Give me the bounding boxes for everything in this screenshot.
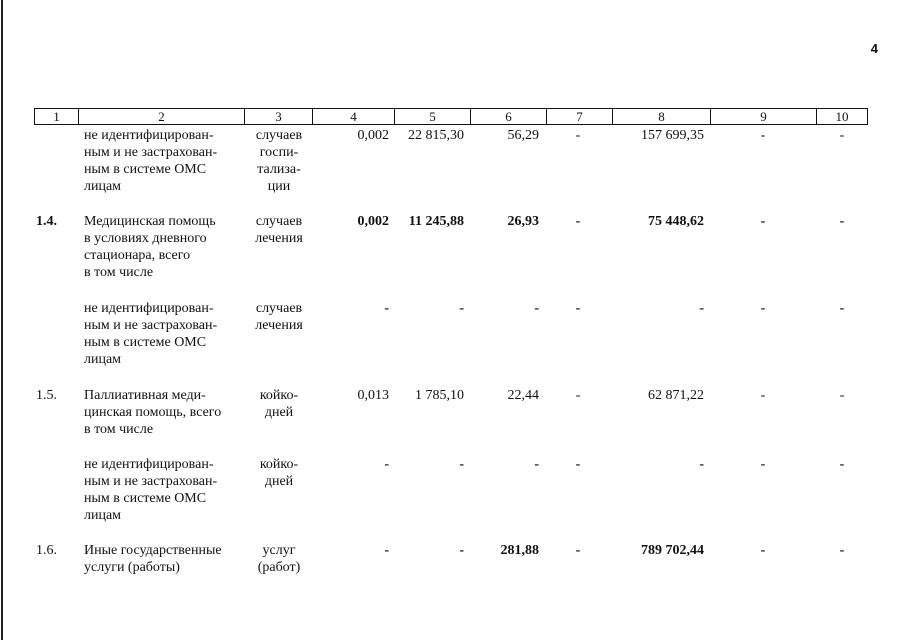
- cell-col-10: -: [839, 543, 845, 558]
- cell-col-10: -: [839, 301, 845, 316]
- unit-line: услуг: [262, 543, 296, 558]
- page-number: 4: [870, 41, 878, 56]
- unit-line: ции: [267, 179, 291, 194]
- cell-col-4: -: [384, 301, 389, 316]
- header-col-5: 5: [394, 108, 470, 125]
- desc-line: не идентифицирован-: [84, 128, 214, 143]
- row-number: 1.4.: [36, 214, 57, 229]
- desc-line: Медицинская помощь: [84, 214, 216, 229]
- row-description: [84, 542, 237, 576]
- row-description: [84, 213, 237, 281]
- cell-col-6: 22,44: [507, 388, 539, 403]
- desc-line: лицам: [84, 508, 122, 523]
- unit-line: тализа-: [257, 162, 301, 177]
- row-unit: [251, 456, 307, 490]
- header-col-3: 3: [244, 108, 312, 125]
- cell-col-8: 75 448,62: [648, 214, 704, 229]
- desc-line: ным в системе ОМС: [84, 491, 207, 506]
- row-unit: [251, 387, 307, 421]
- unit-line: лечения: [255, 318, 303, 333]
- cell-col-8: 62 871,22: [648, 388, 704, 403]
- cell-col-8: -: [699, 301, 704, 316]
- desc-line: в том числе: [84, 422, 154, 437]
- row-description: [84, 387, 237, 438]
- cell-col-8: 789 702,44: [641, 543, 704, 558]
- cell-col-10: -: [839, 214, 845, 229]
- cell-col-5: 11 245,88: [408, 214, 464, 229]
- page-edge-rule: [1, 0, 3, 640]
- desc-line: цинская помощь, всего: [84, 405, 222, 420]
- desc-line: стационара, всего: [84, 248, 191, 263]
- unit-line: случаев: [255, 301, 303, 316]
- cell-col-7: -: [575, 301, 581, 316]
- row-description: [84, 127, 237, 195]
- unit-line: (работ): [257, 560, 301, 575]
- row-number: 1.6.: [36, 543, 57, 558]
- row-unit: [251, 213, 307, 247]
- row-unit: [251, 542, 307, 576]
- unit-line: койко-: [259, 388, 299, 403]
- desc-line: ным в системе ОМС: [84, 162, 207, 177]
- row-unit: [251, 127, 307, 195]
- cell-col-4: 0,002: [357, 214, 389, 229]
- row-number: 1.5.: [36, 388, 57, 403]
- header-col-6: 6: [470, 108, 546, 125]
- cell-col-4: -: [384, 543, 389, 558]
- desc-line: Паллиативная меди-: [84, 388, 206, 403]
- desc-line: Иные государственные: [84, 543, 222, 558]
- unit-line: случаев: [255, 128, 303, 143]
- cell-col-6: 281,88: [500, 543, 539, 558]
- cell-col-10: -: [839, 457, 845, 472]
- cell-col-6: 26,93: [507, 214, 539, 229]
- desc-line: в том числе: [84, 265, 154, 280]
- desc-line: в условиях дневного: [84, 231, 207, 246]
- cell-col-7: -: [575, 128, 581, 143]
- cell-col-8: 157 699,35: [641, 128, 704, 143]
- desc-line: ным и не застрахован-: [84, 318, 218, 333]
- header-col-10: 10: [816, 108, 868, 125]
- row-description: [84, 456, 237, 524]
- unit-line: случаев: [255, 214, 303, 229]
- cell-col-6: 56,29: [507, 128, 539, 143]
- cell-col-8: -: [699, 457, 704, 472]
- cell-col-9: -: [760, 301, 766, 316]
- unit-line: койко-: [259, 457, 299, 472]
- cell-col-5: -: [459, 543, 464, 558]
- cell-col-9: -: [760, 214, 766, 229]
- desc-line: ным и не застрахован-: [84, 474, 218, 489]
- cell-col-10: -: [839, 388, 845, 403]
- unit-line: госпи-: [259, 145, 299, 160]
- cell-col-5: 1 785,10: [415, 388, 464, 403]
- cell-col-5: -: [459, 301, 464, 316]
- desc-line: лицам: [84, 179, 122, 194]
- cell-col-5: -: [459, 457, 464, 472]
- row-unit: [251, 300, 307, 334]
- unit-line: дней: [264, 405, 294, 420]
- header-col-7: 7: [546, 108, 612, 125]
- header-col-1: 1: [34, 108, 78, 125]
- cell-col-9: -: [760, 128, 766, 143]
- header-col-8: 8: [612, 108, 710, 125]
- cell-col-6: -: [534, 457, 539, 472]
- unit-line: дней: [264, 474, 294, 489]
- cell-col-7: -: [575, 457, 581, 472]
- cell-col-7: -: [575, 543, 581, 558]
- desc-line: услуги (работы): [84, 560, 180, 575]
- cell-col-9: -: [760, 457, 766, 472]
- header-col-9: 9: [710, 108, 816, 125]
- desc-line: не идентифицирован-: [84, 457, 214, 472]
- cell-col-9: -: [760, 388, 766, 403]
- desc-line: не идентифицирован-: [84, 301, 214, 316]
- cell-col-4: 0,002: [357, 128, 389, 143]
- cell-col-4: 0,013: [357, 388, 389, 403]
- cell-col-9: -: [760, 543, 766, 558]
- desc-line: ным и не застрахован-: [84, 145, 218, 160]
- header-col-2: 2: [78, 108, 244, 125]
- row-description: [84, 300, 237, 368]
- cell-col-10: -: [839, 128, 845, 143]
- cell-col-4: -: [384, 457, 389, 472]
- header-col-4: 4: [312, 108, 394, 125]
- desc-line: лицам: [84, 352, 122, 367]
- cell-col-7: -: [575, 388, 581, 403]
- cell-col-6: -: [534, 301, 539, 316]
- cell-col-5: 22 815,30: [408, 128, 464, 143]
- unit-line: лечения: [255, 231, 303, 246]
- desc-line: ным в системе ОМС: [84, 335, 207, 350]
- cell-col-7: -: [575, 214, 581, 229]
